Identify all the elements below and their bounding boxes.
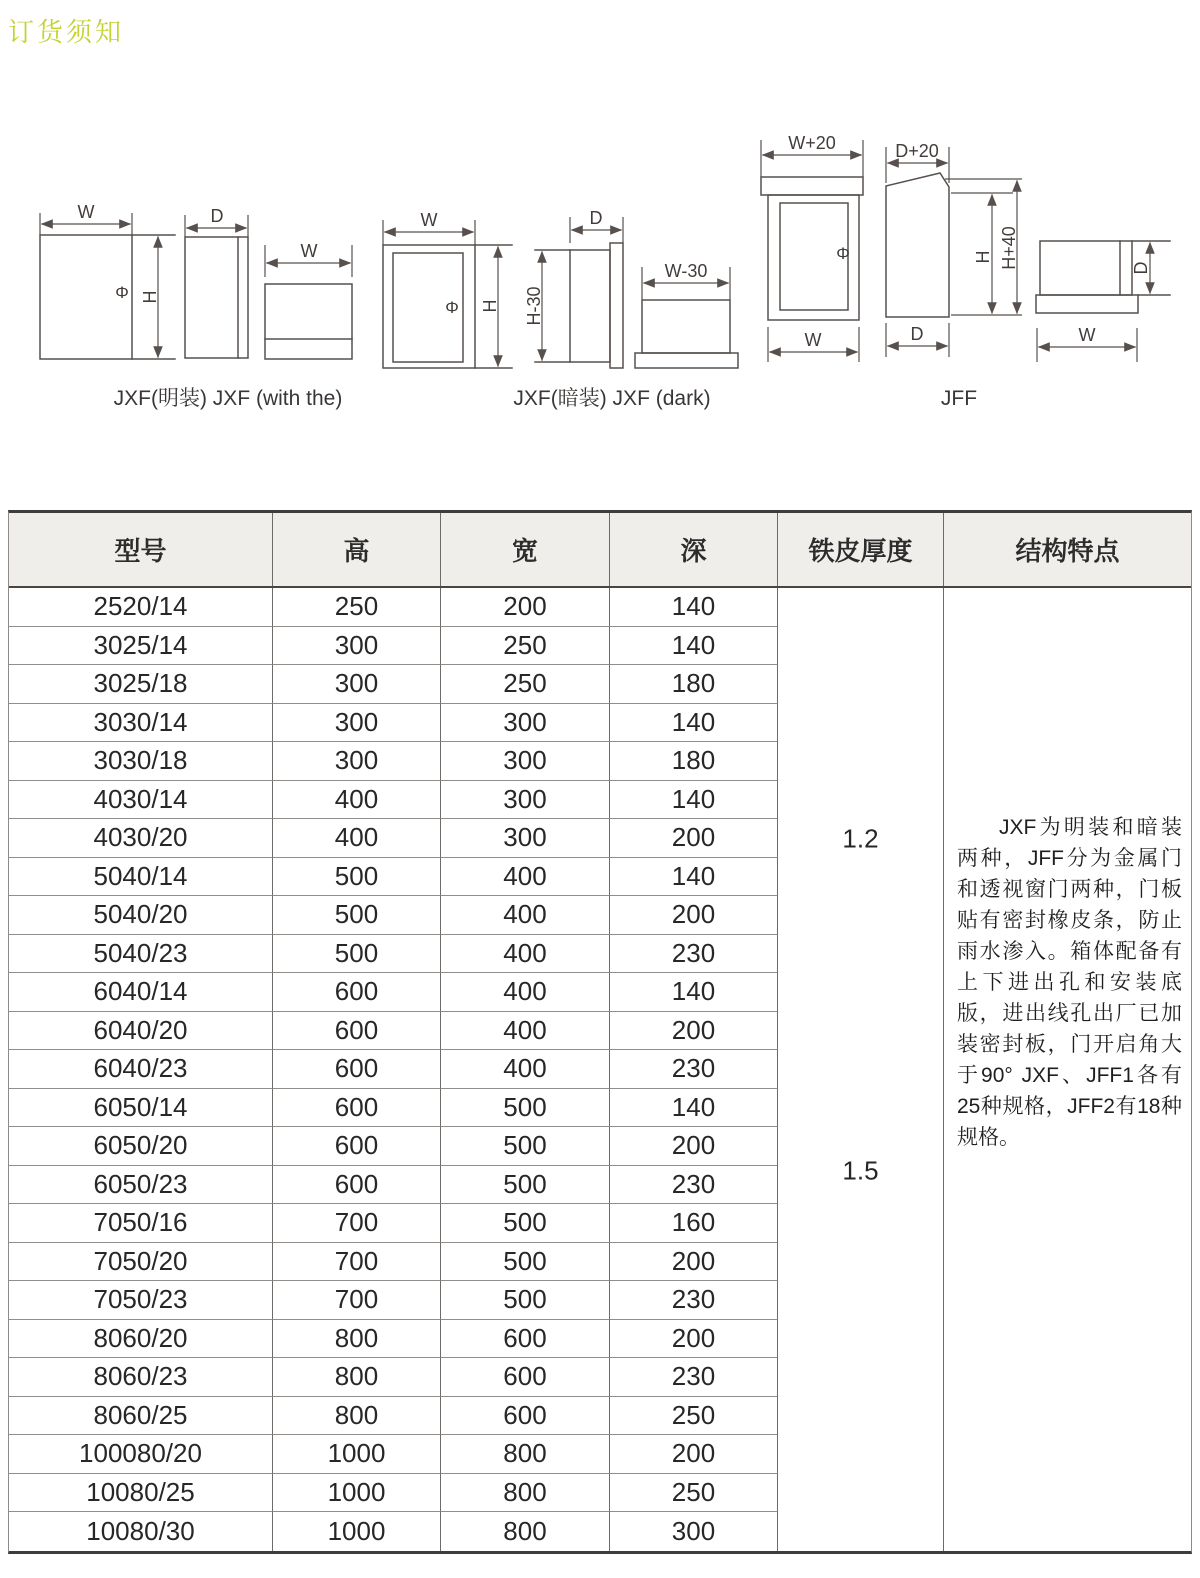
spec-cell: 6050/20	[9, 1127, 273, 1166]
spec-cell: 140	[610, 588, 778, 627]
spec-cell: 2520/14	[9, 588, 273, 627]
spec-cell: 500	[441, 1166, 610, 1205]
spec-cell: 200	[610, 1127, 778, 1166]
spec-cell: 400	[441, 935, 610, 974]
spec-cell: 600	[441, 1397, 610, 1436]
dimension-diagrams	[0, 95, 1200, 425]
dim-label-w20: W+20	[788, 133, 836, 153]
spec-cell: 600	[273, 1089, 441, 1128]
spec-cell: 600	[273, 973, 441, 1012]
dim-label-h40: H+40	[999, 226, 1019, 270]
spec-cell: 140	[610, 858, 778, 897]
spec-cell: 230	[610, 1166, 778, 1205]
spec-cell: 400	[441, 1012, 610, 1051]
features-text: JXF为明装和暗装两种，JFF分为金属门和透视窗门两种，门板贴有密封橡皮条，防止雨水渗入。箱体配备有上下进出孔和安装底版，进出线孔出厂已加装密封板，门开启角大于90° JXF、JFF1各有25种规格，JFF2有18种规格。	[957, 816, 1182, 1149]
spec-cell: 5040/20	[9, 896, 273, 935]
dim-label-d: D	[589, 208, 603, 228]
box-outline	[886, 173, 949, 317]
dim-label-d: D	[910, 324, 924, 344]
spec-cell: 400	[441, 1050, 610, 1089]
door-handle-phi-icon: Φ	[115, 283, 129, 302]
spec-cell: 3030/14	[9, 704, 273, 743]
spec-cell: 5040/23	[9, 935, 273, 974]
spec-cell: 140	[610, 704, 778, 743]
base-plate	[1036, 295, 1138, 313]
dim-label-h: H	[140, 290, 160, 304]
spec-cell: 3030/18	[9, 742, 273, 781]
spec-cell: 6040/20	[9, 1012, 273, 1051]
caption-jff: JFF	[940, 387, 978, 410]
dim-label-d: D	[210, 206, 224, 226]
spec-cell: 8060/25	[9, 1397, 273, 1436]
diagram-jxf-flush-side	[524, 208, 623, 368]
dim-label-w: W	[1078, 325, 1096, 345]
box-outline	[570, 250, 610, 362]
spec-cell: 200	[610, 1243, 778, 1282]
spec-cell: 1000	[273, 1435, 441, 1474]
spec-cell: 250	[273, 588, 441, 627]
spec-cell: 300	[273, 627, 441, 666]
spec-cell: 300	[610, 1512, 778, 1551]
dim-label-w: W	[804, 330, 822, 350]
box-outline	[383, 245, 475, 368]
diagram-jxf-surface-bottom	[265, 241, 352, 359]
spec-cell: 160	[610, 1204, 778, 1243]
spec-cell: 500	[273, 896, 441, 935]
base-plate	[635, 353, 738, 368]
spec-cell: 180	[610, 742, 778, 781]
thickness-value-lower: 1.5	[842, 1155, 879, 1186]
spec-table-header	[9, 513, 1191, 588]
spec-cell: 200	[610, 896, 778, 935]
spec-cell: 6040/23	[9, 1050, 273, 1089]
spec-cell: 400	[273, 781, 441, 820]
spec-cell: 800	[273, 1397, 441, 1436]
spec-cell: 200	[610, 1012, 778, 1051]
spec-cell: 140	[610, 973, 778, 1012]
spec-cell: 400	[441, 896, 610, 935]
spec-cell: 300	[273, 742, 441, 781]
features-cell	[944, 588, 1191, 1551]
dim-label-h: H	[973, 250, 993, 264]
page-title: 订货须知	[8, 17, 125, 47]
spec-cell: 200	[610, 1320, 778, 1359]
spec-cell: 7050/23	[9, 1281, 273, 1320]
spec-cell: 3025/18	[9, 665, 273, 704]
spec-cell: 800	[441, 1435, 610, 1474]
spec-cell: 800	[273, 1358, 441, 1397]
spec-cell: 400	[441, 858, 610, 897]
column-header-depth: 深	[610, 513, 778, 586]
spec-cell: 400	[441, 973, 610, 1012]
box-outline	[265, 284, 352, 359]
diagram-jff-top	[1036, 241, 1170, 362]
spec-cell: 8060/23	[9, 1358, 273, 1397]
spec-cell: 250	[610, 1474, 778, 1513]
spec-cell: 3025/14	[9, 627, 273, 666]
spec-cell: 230	[610, 935, 778, 974]
spec-cell: 8060/20	[9, 1320, 273, 1359]
spec-table	[8, 510, 1192, 1554]
spec-cell: 100080/20	[9, 1435, 273, 1474]
spec-cell: 300	[441, 742, 610, 781]
dim-label-w: W	[77, 202, 95, 222]
spec-cell: 1000	[273, 1512, 441, 1551]
spec-cell: 6050/23	[9, 1166, 273, 1205]
spec-cell: 600	[441, 1320, 610, 1359]
spec-cell: 200	[610, 1435, 778, 1474]
thickness-value-upper: 1.2	[842, 823, 879, 854]
spec-cell: 700	[273, 1281, 441, 1320]
diagram-jxf-surface-front	[40, 202, 175, 359]
spec-cell: 6040/14	[9, 973, 273, 1012]
spec-cell: 10080/25	[9, 1474, 273, 1513]
column-header-features: 结构特点	[1015, 536, 1120, 566]
door-handle-phi-icon: Φ	[836, 244, 850, 263]
spec-cell: 600	[273, 1127, 441, 1166]
spec-cell: 500	[441, 1204, 610, 1243]
box-outline	[1040, 241, 1132, 295]
spec-cell: 230	[610, 1358, 778, 1397]
diagram-jff-side	[886, 141, 1022, 357]
spec-cell: 200	[441, 588, 610, 627]
thickness-cell	[778, 588, 944, 1551]
spec-cell: 500	[273, 935, 441, 974]
spec-cell: 600	[441, 1358, 610, 1397]
diagram-jxf-surface-side	[185, 206, 248, 358]
spec-cell: 10080/30	[9, 1512, 273, 1551]
spec-cell: 6050/14	[9, 1089, 273, 1128]
dim-label-h: H	[480, 299, 500, 313]
dim-label-d20: D+20	[895, 141, 939, 161]
box-outline	[642, 300, 730, 353]
flange-outline	[610, 243, 623, 368]
spec-cell: 4030/20	[9, 819, 273, 858]
spec-cell: 700	[273, 1243, 441, 1282]
column-header-model: 型号	[9, 513, 273, 586]
spec-cell: 140	[610, 781, 778, 820]
caption-jxf-flush: JXF(暗装) JXF (dark)	[513, 387, 711, 410]
spec-cell: 600	[273, 1166, 441, 1205]
spec-cell: 300	[273, 665, 441, 704]
dim-label-w: W	[420, 210, 438, 230]
spec-cell: 700	[273, 1204, 441, 1243]
spec-cell: 200	[610, 819, 778, 858]
spec-cell: 300	[441, 819, 610, 858]
spec-cell: 7050/20	[9, 1243, 273, 1282]
column-header-thickness: 铁皮厚度	[778, 513, 944, 586]
spec-cell: 600	[273, 1012, 441, 1051]
spec-cell: 500	[441, 1281, 610, 1320]
diagram-jxf-flush-bottom	[635, 261, 738, 368]
spec-cell: 180	[610, 665, 778, 704]
door-handle-phi-icon: Φ	[445, 298, 459, 317]
spec-cell: 600	[273, 1050, 441, 1089]
caption-jxf-surface: JXF(明装) JXF (with the)	[113, 387, 343, 410]
spec-cell: 800	[273, 1320, 441, 1359]
spec-cell: 4030/14	[9, 781, 273, 820]
spec-cell: 500	[273, 858, 441, 897]
dim-label-d: D	[1131, 261, 1151, 275]
spec-cell: 250	[610, 1397, 778, 1436]
spec-cell: 250	[441, 665, 610, 704]
spec-cell: 300	[441, 781, 610, 820]
spec-cell: 140	[610, 627, 778, 666]
column-header-height: 高	[273, 513, 441, 586]
spec-cell: 250	[441, 627, 610, 666]
spec-table-body	[9, 588, 1191, 1551]
dim-label-w: W	[300, 241, 318, 261]
spec-cell: 800	[441, 1474, 610, 1513]
spec-cell: 800	[441, 1512, 610, 1551]
spec-cell: 500	[441, 1243, 610, 1282]
canopy-outline	[761, 177, 863, 195]
spec-cell: 400	[273, 819, 441, 858]
spec-cell: 5040/14	[9, 858, 273, 897]
spec-cell: 300	[441, 704, 610, 743]
spec-cell: 500	[441, 1089, 610, 1128]
dim-label-w30: W-30	[664, 261, 708, 281]
dim-label-h30: H-30	[524, 286, 544, 326]
spec-cell: 230	[610, 1050, 778, 1089]
diagram-jxf-flush-front	[383, 210, 512, 368]
diagram-jff-front	[761, 133, 863, 362]
spec-cell: 300	[273, 704, 441, 743]
spec-cell: 500	[441, 1127, 610, 1166]
column-header-width: 宽	[441, 513, 610, 586]
spec-cell: 1000	[273, 1474, 441, 1513]
spec-cell: 140	[610, 1089, 778, 1128]
spec-cell: 230	[610, 1281, 778, 1320]
spec-cell: 7050/16	[9, 1204, 273, 1243]
